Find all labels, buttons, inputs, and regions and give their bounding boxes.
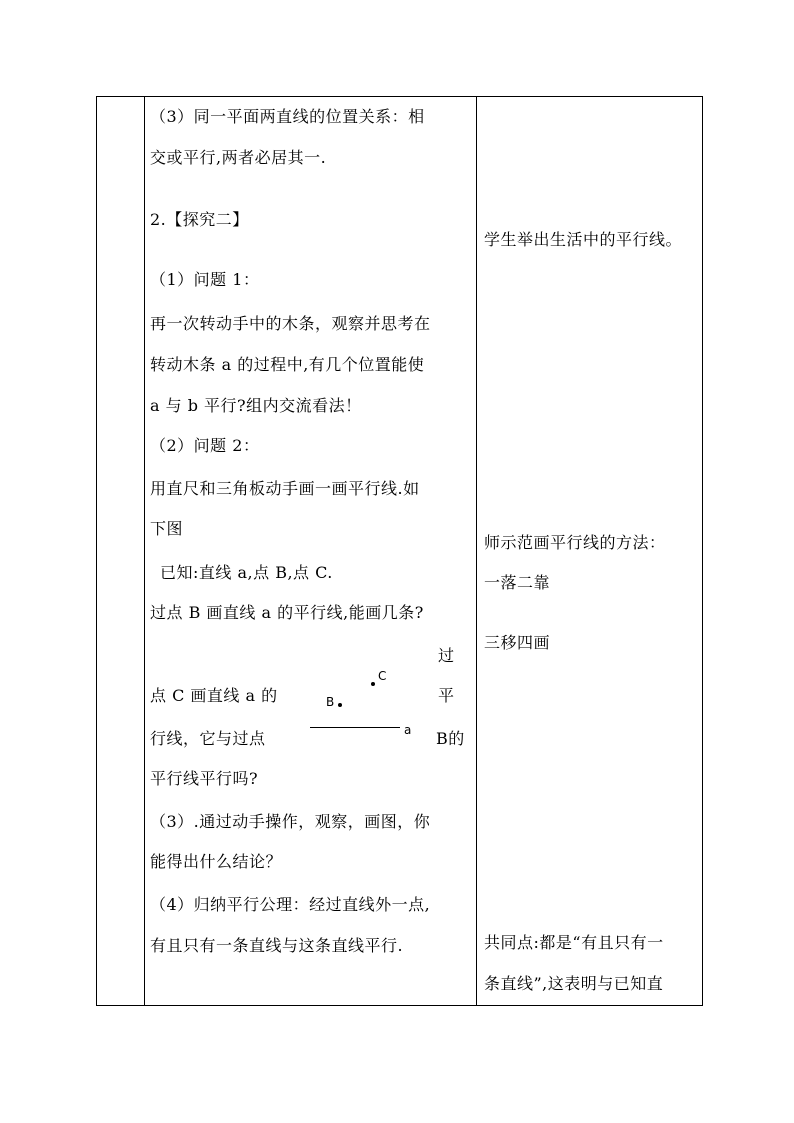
- text-line: 再一次转动手中的木条，观察并思考在: [150, 314, 431, 333]
- text-line: （3）同一平面两直线的位置关系：相: [150, 107, 425, 126]
- figure-point-c: [371, 682, 375, 686]
- figure-point-b: [338, 703, 342, 707]
- text-line: 下图: [150, 519, 184, 538]
- column-divider-2: [476, 97, 477, 1005]
- section-heading: 2.【探究二】: [150, 210, 249, 229]
- right-note: 一落二靠: [484, 573, 551, 592]
- text-line-right-part: B的: [436, 729, 465, 748]
- right-note: 条直线”,这表明与已知直: [484, 974, 664, 993]
- text-line: 行线，它与过点: [150, 729, 266, 748]
- text-line: 平行线平行吗?: [150, 769, 259, 788]
- figure-label-c: C: [378, 669, 387, 683]
- question-label: （2）问题 2：: [150, 436, 260, 455]
- text-line: 用直尺和三角板动手画一画平行线.如: [150, 479, 420, 498]
- figure-label-b: B: [326, 695, 335, 709]
- right-note: 三移四画: [484, 633, 551, 652]
- text-line: 有且只有一条直线与这条直线平行.: [150, 936, 404, 955]
- figure-line-a: [310, 727, 400, 728]
- text-line-right-part: 平: [438, 686, 455, 705]
- text-line-right-part: 过: [438, 646, 455, 665]
- text-line: 能得出什么结论？: [150, 852, 283, 871]
- text-line: 已知:直线 a,点 B,点 C.: [160, 563, 333, 582]
- question-label: （1）问题 1：: [150, 270, 260, 289]
- figure-label-a: a: [404, 723, 412, 737]
- text-line: 转动木条 a 的过程中,有几个位置能使: [150, 355, 425, 374]
- right-note: 共同点:都是“有且只有一: [484, 933, 664, 952]
- text-line: （4）归纳平行公理：经过直线外一点,: [150, 895, 431, 914]
- text-line: 过点 B 画直线 a 的平行线,能画几条?: [150, 603, 424, 622]
- text-line: 交或平行,两者必居其一.: [150, 148, 327, 167]
- text-line: （3）.通过动手操作，观察，画图，你: [150, 812, 431, 831]
- text-line: a 与 b 平行?组内交流看法！: [150, 396, 362, 415]
- right-note: 学生举出生活中的平行线。: [484, 230, 683, 249]
- text-line: 点 C 画直线 a 的: [150, 686, 278, 705]
- right-note: 师示范画平行线的方法：: [484, 533, 666, 552]
- column-divider-1: [144, 97, 145, 1005]
